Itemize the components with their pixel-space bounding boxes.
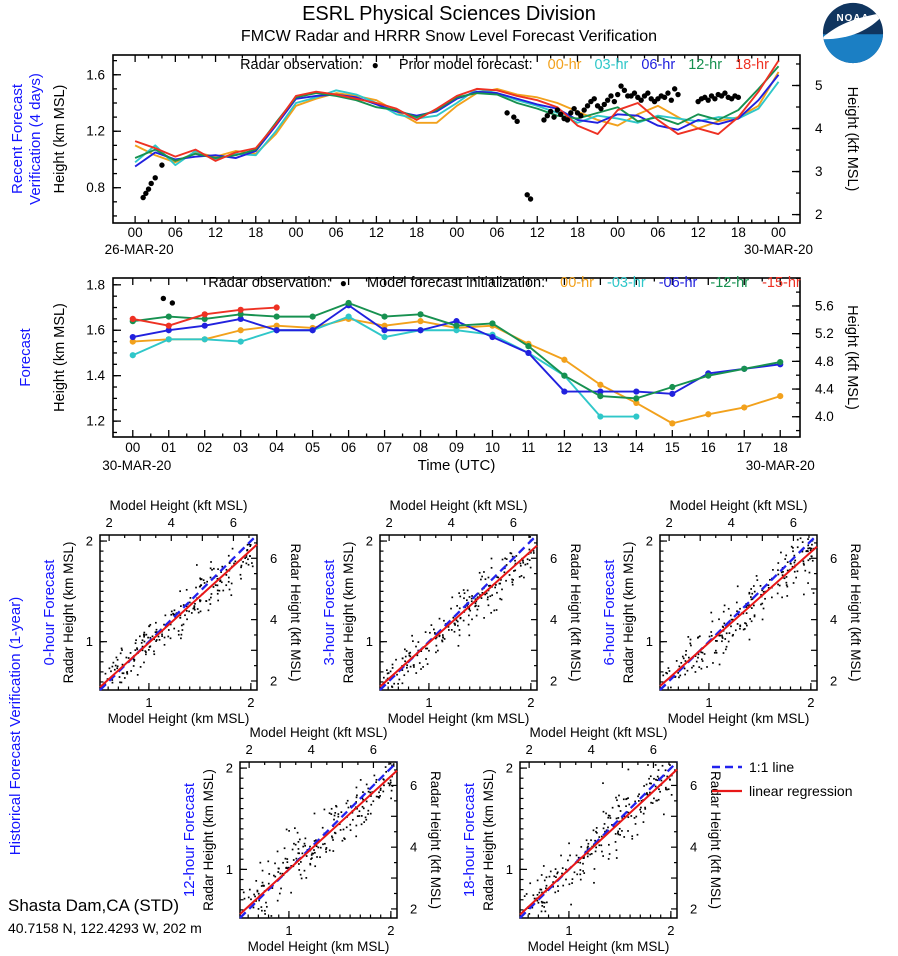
series-18-hr <box>135 61 778 161</box>
chart-text: 6 <box>649 742 658 757</box>
chart-text: 12 <box>690 225 706 240</box>
plot-frame <box>113 278 800 437</box>
chart-text: 18 <box>772 440 788 455</box>
chart-side-label: Forecast <box>17 328 34 387</box>
chart-text: 06 <box>341 440 357 455</box>
scatter-xlabel: Model Height (km MSL) <box>107 711 250 726</box>
chart-text: 02 <box>197 440 213 455</box>
chart-text: 16 <box>700 440 716 455</box>
chart-side-label: Verification (4 days) <box>27 73 44 205</box>
chart-text: 2 <box>365 533 373 549</box>
chart-text: 07 <box>377 440 393 455</box>
date-right: 30-MAR-20 <box>745 458 815 473</box>
chart-text: 00 <box>449 225 465 240</box>
station-coords: 40.7158 N, 122.4293 W, 202 m <box>8 920 202 936</box>
chart-text: 18 <box>569 225 585 240</box>
one-to-one-line <box>520 762 677 918</box>
chart-text: 12 <box>368 225 384 240</box>
chart-text: 04 <box>269 440 285 455</box>
scatter-right-label: Radar Height (kft MSL) <box>708 770 723 910</box>
axes-ticks <box>113 278 800 437</box>
chart-text: 5.6 <box>815 298 834 314</box>
chart-text: 2 <box>225 760 233 776</box>
chart-text: 2 <box>815 207 823 223</box>
chart-text: 00 <box>288 225 304 240</box>
y-axis-right-label: Height (kft MSL) <box>844 305 860 410</box>
scatter-title: 12-hour Forecast <box>181 782 198 898</box>
chart-text: 4 <box>447 515 455 530</box>
chart-text: 1 <box>225 861 233 877</box>
scatter-12-hour-forecast <box>181 725 443 954</box>
chart-text: 6 <box>229 515 238 530</box>
chart-text: 15 <box>664 440 680 455</box>
regression-line <box>380 546 537 687</box>
chart-text: 3 <box>815 164 823 180</box>
plot-frame <box>113 55 800 223</box>
chart-text: 6 <box>789 515 798 530</box>
chart-text: 2 <box>667 923 675 938</box>
chart-text: 2 <box>270 673 278 689</box>
chart-text: 4 <box>167 515 175 530</box>
chart-text: 5.2 <box>815 326 834 342</box>
scatter-6-hour-forecast <box>601 498 863 726</box>
chart-text: 1.2 <box>86 123 105 139</box>
scatter-ylabel: Radar Height (km MSL) <box>201 769 216 911</box>
regression-line <box>100 545 257 688</box>
scatter-ylabel: Radar Height (km MSL) <box>481 769 496 911</box>
chart-text: 17 <box>736 440 752 455</box>
y-axis-left-label: Height (km MSL) <box>52 303 68 412</box>
chart-text: 6 <box>550 550 558 566</box>
chart-text: 14 <box>628 440 644 455</box>
y-axis-right-label: Height (kft MSL) <box>844 86 860 192</box>
scatter-top-label: Model Height (kft MSL) <box>109 498 248 513</box>
chart-text: 05 <box>305 440 321 455</box>
chart-text: 4 <box>815 121 823 137</box>
y-axis-left-label: Height (km MSL) <box>52 84 68 194</box>
chart-text: 1 <box>705 695 713 710</box>
chart-text: 11 <box>521 440 536 455</box>
scatter-legend <box>712 759 853 799</box>
scatter-ylabel: Radar Height (km MSL) <box>61 541 76 684</box>
one-to-one-line <box>240 762 397 918</box>
chart-text: 2 <box>410 901 418 917</box>
date-right: 30-MAR-20 <box>744 242 814 257</box>
scatter-right-label: Radar Height (kft MSL) <box>848 543 863 682</box>
historical-verification <box>0 480 898 956</box>
scatter-title: 6-hour Forecast <box>601 559 618 666</box>
scatter-top-label: Model Height (kft MSL) <box>669 498 808 513</box>
chart-text: 00 <box>127 225 143 240</box>
one-to-one-line <box>660 535 817 690</box>
scatter-xlabel: Model Height (km MSL) <box>527 939 670 954</box>
chart-text: 01 <box>161 440 177 455</box>
date-left: 30-MAR-20 <box>102 458 172 473</box>
date-left: 26-MAR-20 <box>104 242 174 257</box>
chart-text: 06 <box>650 225 666 240</box>
chart-text: 03 <box>233 440 249 455</box>
chart-text: 4 <box>727 515 735 530</box>
section-label: Historical Forecast Verification (1-year) <box>7 596 24 856</box>
page-title: ESRL Physical Sciences Division <box>302 3 596 25</box>
chart-text: 2 <box>525 742 533 757</box>
forecast-chart <box>0 263 898 480</box>
chart-text: 00 <box>125 440 141 455</box>
chart-text: 0.8 <box>86 180 105 196</box>
chart-text: 4 <box>270 612 278 628</box>
regression-line <box>240 771 397 915</box>
scatter-3-hour-forecast <box>321 498 583 726</box>
scatter-0-hour-forecast <box>41 498 303 726</box>
chart-text: 6 <box>830 550 838 566</box>
chart-text: 18 <box>409 225 425 240</box>
scatter-18-hour-forecast <box>461 725 723 954</box>
chart-text: 2 <box>645 533 653 549</box>
chart-text: 10 <box>484 440 500 455</box>
chart-text: 1.4 <box>86 368 105 384</box>
chart-text: 2 <box>807 695 815 710</box>
chart-text: 1.6 <box>86 67 105 83</box>
chart-text: 4 <box>307 742 315 757</box>
chart-text: 06 <box>328 225 344 240</box>
chart-text: 08 <box>413 440 429 455</box>
chart-text: 4 <box>550 612 558 628</box>
radar-observations <box>140 83 741 201</box>
chart-text: 1 <box>425 695 433 710</box>
chart-text: 18 <box>248 225 264 240</box>
noaa-logo-text: NOAA <box>836 13 870 25</box>
scatter-right-label: Radar Height (kft MSL) <box>568 543 583 682</box>
chart-text: 06 <box>489 225 505 240</box>
axes-ticks <box>113 55 800 223</box>
chart-text: 2 <box>690 901 698 917</box>
chart-text: 5 <box>815 77 823 93</box>
chart-text: 2 <box>247 695 255 710</box>
chart-text: 6 <box>509 515 518 530</box>
chart-text: 4 <box>690 839 698 855</box>
scatter-xlabel: Model Height (km MSL) <box>247 939 390 954</box>
chart-text: 2 <box>385 515 393 530</box>
chart-legend: Radar observation: ● Model forecast initialization: 00-hr -03-hr -06-hr -12-hr -15-hr <box>208 275 801 291</box>
x-axis-label: Time (UTC) <box>417 457 496 474</box>
scatter-top-label: Model Height (kft MSL) <box>529 725 668 740</box>
one-to-one-label: 1:1 line <box>749 759 795 775</box>
chart-text: 00 <box>771 225 787 240</box>
chart-text: 12 <box>556 440 572 455</box>
chart-text: 2 <box>105 515 113 530</box>
chart-text: 6 <box>369 742 378 757</box>
series-12-hr <box>135 66 778 161</box>
scatter-right-label: Radar Height (kft MSL) <box>288 543 303 682</box>
chart-text: 12 <box>529 225 545 240</box>
chart-text: 4.4 <box>815 381 834 397</box>
chart-text: 2 <box>387 923 395 938</box>
chart-text: 1 <box>85 634 93 650</box>
scatter-top-label: Model Height (kft MSL) <box>389 498 528 513</box>
chart-text: 2 <box>665 515 673 530</box>
chart-text: 1 <box>645 634 653 650</box>
chart-text: 1.8 <box>86 277 105 293</box>
page-subtitle: FMCW Radar and HRRR Snow Level Forecast Verification <box>240 28 658 45</box>
chart-text: 6 <box>270 550 278 566</box>
chart-text: 1 <box>285 923 293 938</box>
chart-text: 2 <box>505 760 513 776</box>
chart-text: 00 <box>610 225 626 240</box>
regression-line <box>660 547 817 687</box>
scatter-ylabel: Radar Height (km MSL) <box>341 541 356 684</box>
scatter-xlabel: Model Height (km MSL) <box>387 711 530 726</box>
chart-text: 1.6 <box>86 322 105 338</box>
chart-text: 4 <box>587 742 595 757</box>
series-00-hr <box>135 72 778 162</box>
chart-text: 2 <box>550 673 558 689</box>
chart-text: 4 <box>830 612 838 628</box>
scatter-right-label: Radar Height (kft MSL) <box>428 770 443 910</box>
regression-label: linear regression <box>749 783 853 799</box>
chart-legend: Radar observation: ● Prior model forecast: 00-hr 03-hr 06-hr 12-hr 18-hr <box>240 57 769 73</box>
chart-text: 1 <box>365 634 373 650</box>
chart-text: 1.2 <box>86 413 105 429</box>
chart-text: 1 <box>505 861 513 877</box>
scatter-top-label: Model Height (kft MSL) <box>249 725 388 740</box>
chart-text: 18 <box>730 225 746 240</box>
chart-text: 6 <box>410 777 418 793</box>
chart-text: 1 <box>565 923 573 938</box>
regression-line <box>520 770 677 915</box>
chart-text: 2 <box>527 695 535 710</box>
scatter-ylabel: Radar Height (km MSL) <box>621 541 636 684</box>
scatter-title: 18-hour Forecast <box>461 782 478 898</box>
chart-text: 2 <box>85 533 93 549</box>
chart-text: 2 <box>830 673 838 689</box>
chart-text: 4 <box>410 839 418 855</box>
chart-text: 06 <box>167 225 183 240</box>
chart-text: 6 <box>690 777 698 793</box>
recent-forecast-verification-chart <box>0 40 898 265</box>
chart-text: 1 <box>145 695 153 710</box>
chart-text: 12 <box>208 225 224 240</box>
scatter-title: 0-hour Forecast <box>41 559 58 666</box>
chart-text: 4.8 <box>815 353 834 369</box>
chart-text: 2 <box>245 742 253 757</box>
chart-text: 09 <box>448 440 465 455</box>
chart-text: 13 <box>592 440 608 455</box>
radar-observations <box>161 296 175 306</box>
chart-text: 4.0 <box>815 409 834 425</box>
station-name: Shasta Dam,CA (STD) <box>8 896 179 915</box>
chart-side-label: Recent Forecast <box>9 83 26 195</box>
scatter-title: 3-hour Forecast <box>321 559 338 666</box>
scatter-xlabel: Model Height (km MSL) <box>667 711 810 726</box>
